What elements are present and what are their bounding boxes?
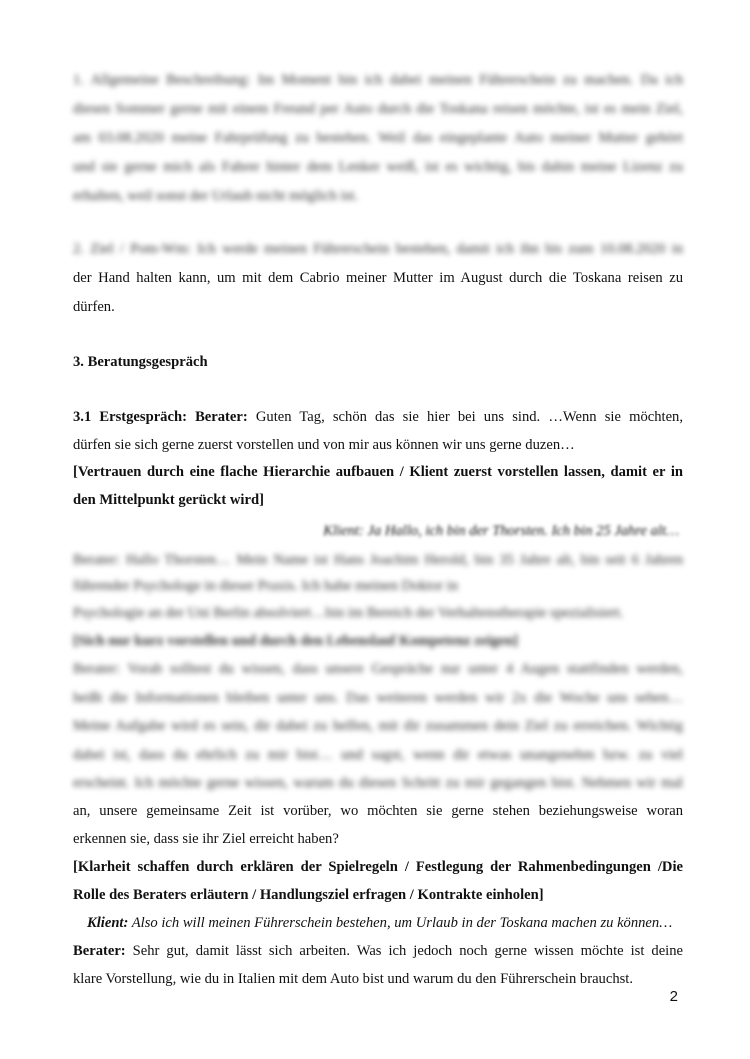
note-line: den Mittelpunkt gerückt wird] — [73, 492, 264, 508]
section3-heading: 3. Beratungsgespräch — [73, 354, 208, 370]
section1-line: 1. Allgemeine Beschreibung: Im Moment bin ich dabei meinen Führerschein zu machen. Da ich — [73, 72, 683, 88]
section1-line: am 03.08.2020 meine Fahrprüfung zu bestehen. Weil das eingeplante Auto meiner Mutter gehört — [73, 130, 683, 146]
section1-line: erhalten, weil sonst der Urlaub nicht möglich ist. — [73, 188, 358, 204]
berater-line: erkennen sie, dass sie ihr Ziel erreicht haben? — [73, 831, 339, 847]
section1-line: diesen Sommer gerne mit einem Freund per Auto durch die Toskana reisen möchte, ist es mein Ziel, — [73, 101, 683, 117]
berater-line: führender Psychologe in dieser Praxis. Ich habe meinen Doktor in — [73, 578, 459, 594]
erstgespraech-text: Guten Tag, schön das sie hier bei uns sind. …Wenn sie möchten, — [247, 409, 683, 425]
section2-line: der Hand halten kann, um mit dem Cabrio meiner Mutter im August durch die Toskana reisen zu — [73, 270, 683, 286]
client-line: Klient: Ja Hallo, ich bin der Thorsten. Ich bin 25 Jahre alt… — [323, 523, 679, 539]
client-label: Klient: — [87, 915, 129, 931]
erstgespraech-label: 3.1 Erstgespräch: Berater: — [73, 409, 248, 425]
erstgespraech-line — [73, 407, 683, 427]
berater-line: an, unsere gemeinsame Zeit ist vorüber, wo möchten sie gerne stehen beziehungsweise woran — [73, 803, 683, 819]
section1-line: und sie gerne mich als Fahrer hinter dem Lenker weiß, ist es wichtig, bis dahin meine Lizenz zu — [73, 159, 683, 175]
erstgespraech-line: dürfen sie sich gerne zuerst vorstellen und von mir aus können wir uns gerne duzen… — [73, 437, 575, 453]
berater-label: Berater: — [73, 943, 126, 959]
client-line — [87, 913, 683, 933]
berater-line: dabei ist, dass du ehrlich zu mir bist… und sagst, wenn dir etwas unangenehm bzw. zu viel — [73, 747, 683, 763]
section2-line: 2. Ziel / Pom-Wm: Ich werde meinen Führerschein bestehen, damit ich ihn bis zum 10.08.2020 in — [73, 241, 683, 257]
berater-line: Psychologie an der Uni Berlin absolviert…bin im Bereich der Verhaltenstherapie spezialisiert. — [73, 605, 624, 621]
client-text: Also ich will meinen Führerschein bestehen, um Urlaub in der Toskana machen zu können… — [128, 915, 673, 931]
berater-line: Meine Aufgabe wird es sein, dir dabei zu helfen, mit dir zusammen dein Ziel zu erreichen. Wichtig — [73, 718, 683, 734]
note-line: [Sich nur kurz vorstellen und durch den Lebenslauf Kompetenz zeigen] — [73, 633, 519, 649]
berater-line: Berater: Vorab solltest du wissen, dass unsere Gespräche nur unter 4 Augen stattfinden werden, — [73, 661, 683, 677]
note-line: [Klarheit schaffen durch erklären der Spielregeln / Festlegung der Rahmenbedingungen /Die — [73, 859, 683, 875]
berater-line: erscheint. Ich möchte gerne wissen, warum du diesen Schritt zu mir gegangen bist. Nehmen wir mal — [73, 775, 683, 791]
berater-line: klare Vorstellung, wie du in Italien mit dem Auto bist und warum du den Führerschein brauchst. — [73, 971, 634, 987]
berater-line — [73, 941, 683, 961]
note-line: [Vertrauen durch eine flache Hierarchie aufbauen / Klient zuerst vorstellen lassen, damit er in — [73, 464, 683, 480]
page-number: 2 — [669, 988, 678, 1005]
berater-line: Berater: Hallo Thorsten… Mein Name ist Hans Joachim Herold, bin 35 Jahre alt, bin seit 6 Jahren — [73, 552, 683, 568]
note-line: Rolle des Beraters erläutern / Handlungsziel erfragen / Kontrakte einholen] — [73, 887, 544, 903]
berater-text: Sehr gut, damit lässt sich arbeiten. Was ich jedoch noch gerne wissen möchte ist deine — [125, 943, 683, 959]
berater-line: heißt die Informationen bleiben unter uns. Das weiteren werden wir 2x die Woche uns sehen… — [73, 690, 683, 706]
section2-line: dürfen. — [73, 299, 115, 315]
